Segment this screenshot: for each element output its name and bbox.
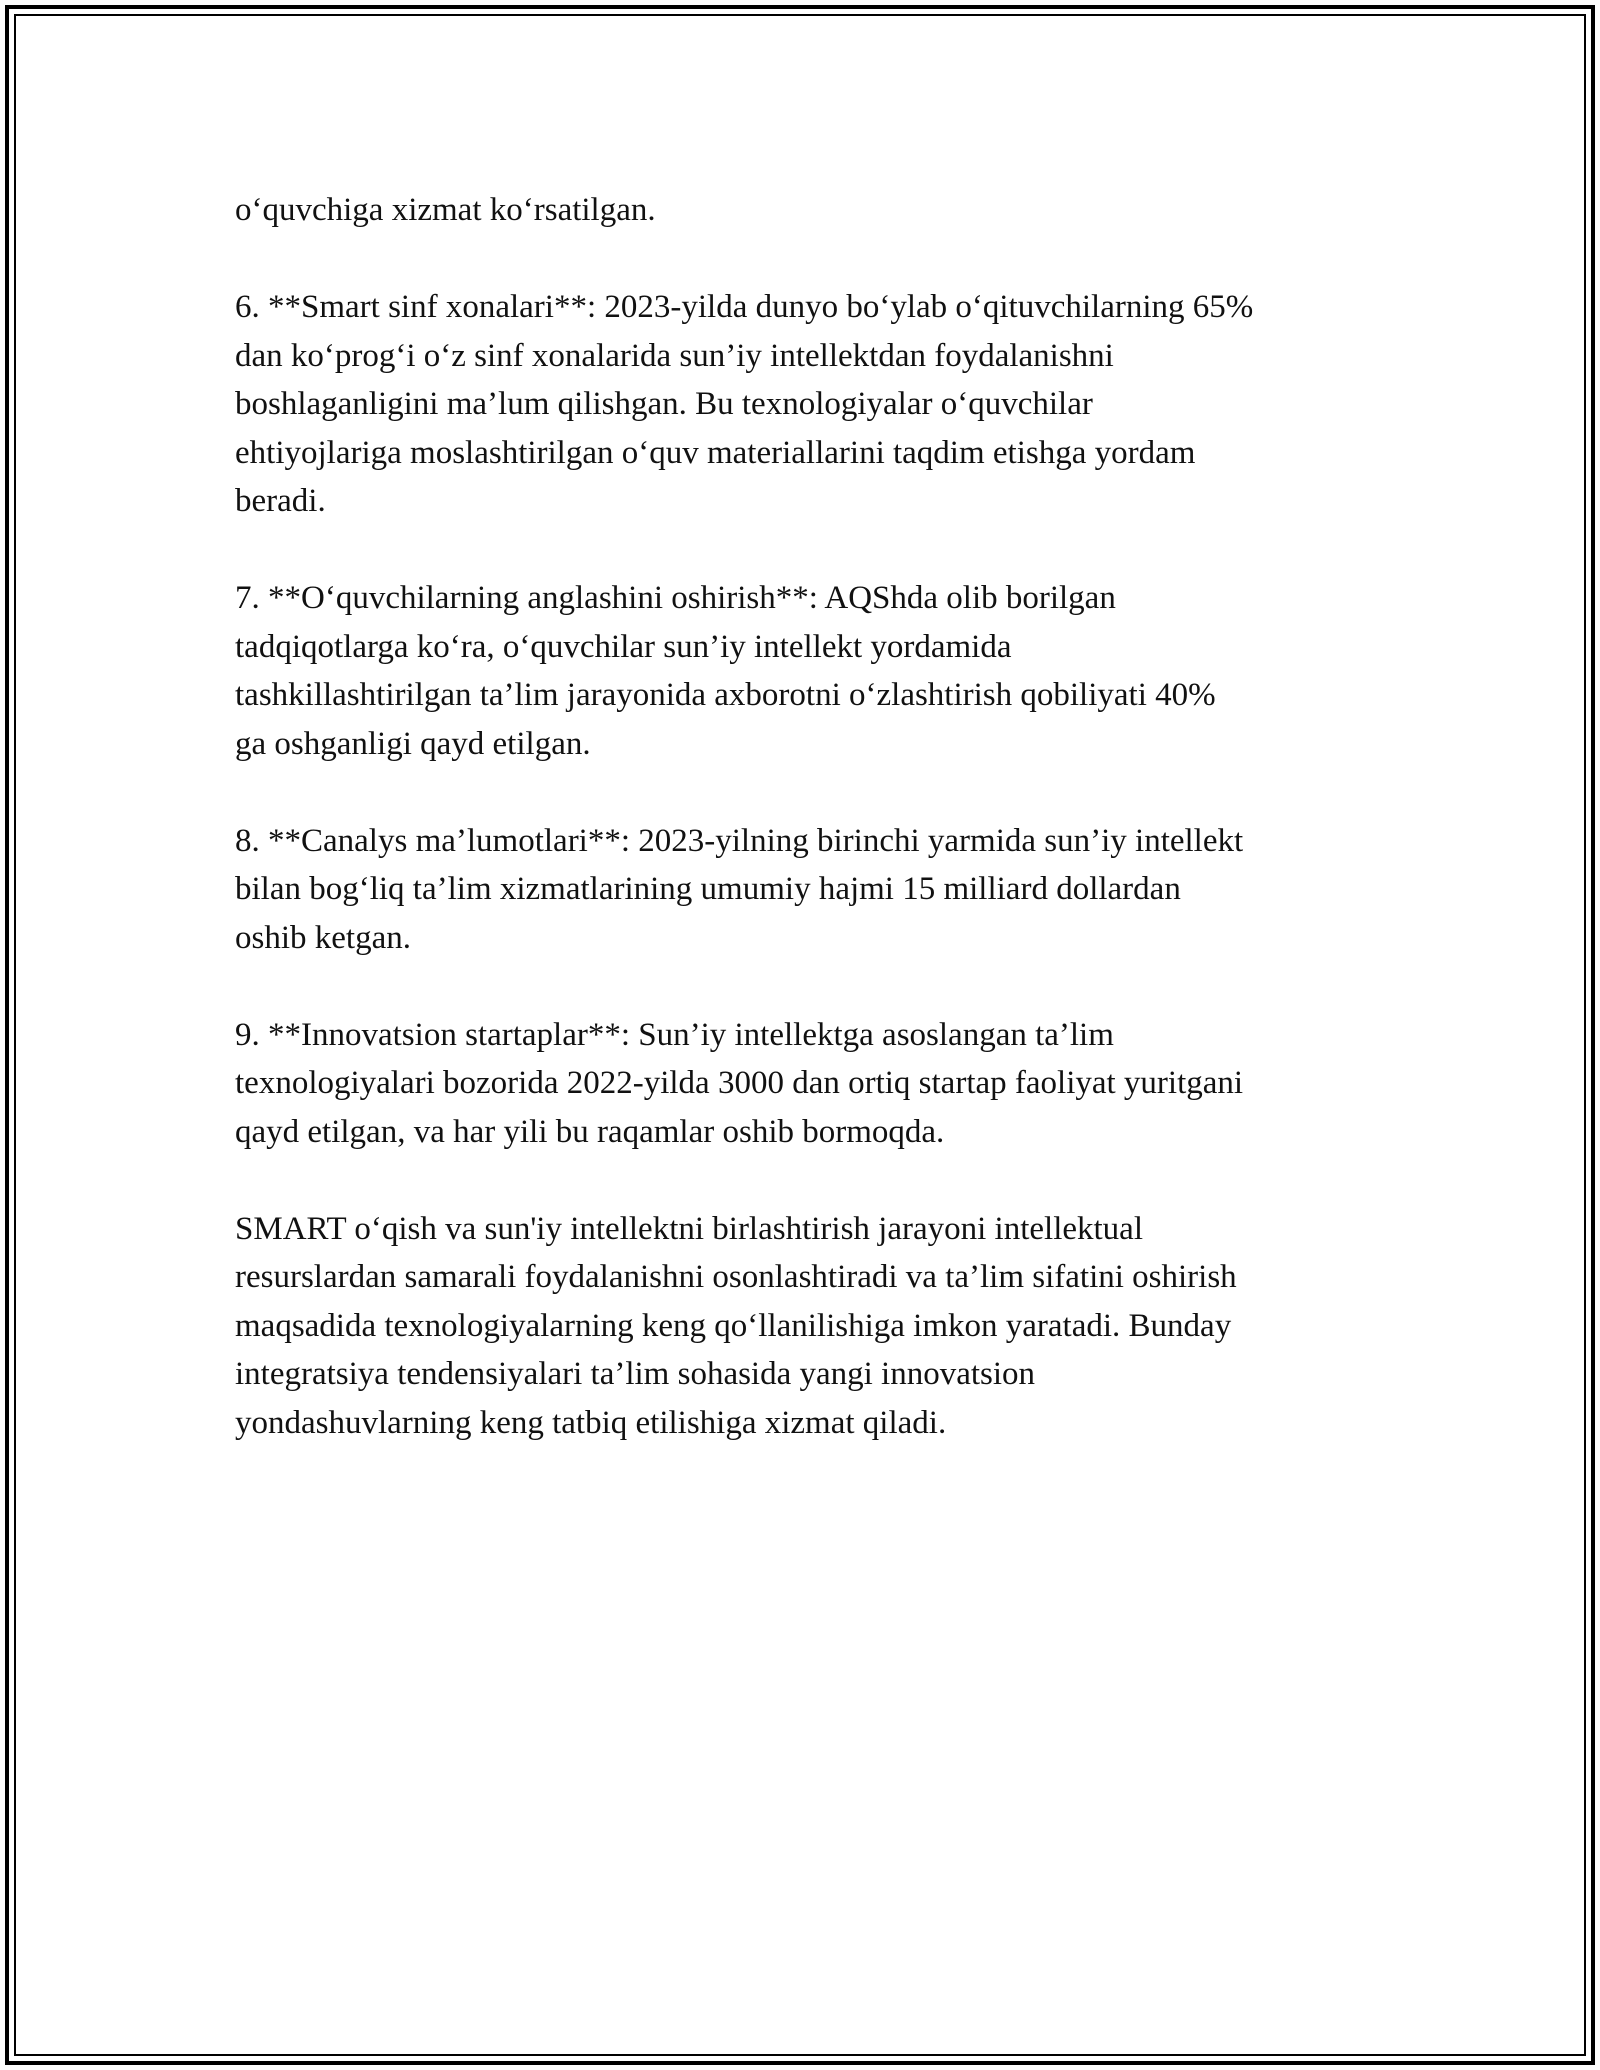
text-line: maqsadida texnologiyalarning keng qo‘llanilishiga imkon yaratadi. Bunday	[235, 1307, 1232, 1344]
text-line: integratsiya tendensiyalari ta’lim sohasida yangi innovatsion	[235, 1356, 1036, 1392]
text-line: dan ko‘prog‘i o‘z sinf xonalarida sun’iy intellektdan foydalanishni	[235, 337, 1114, 374]
paragraph-item-6	[235, 283, 1395, 526]
text-line: oshib ketgan.	[235, 919, 411, 956]
text-line: texnologiyalari bozorida 2022-yilda 3000 dan ortiq startap faoliyat yuritgani	[235, 1065, 1244, 1101]
text-line: 8. **Canalys ma’lumotlari**: 2023-yilning birinchi yarmida sun’iy intellekt	[235, 822, 1244, 859]
paragraph-item-7	[235, 574, 1395, 768]
document-body	[235, 186, 1395, 1496]
text-line: yondashuvlarning keng tatbiq etilishiga xizmat qiladi.	[235, 1404, 947, 1441]
text-line: qayd etilgan, va har yili bu raqamlar oshib bormoqda.	[235, 1113, 945, 1150]
paragraph-item-8	[235, 817, 1395, 963]
text-line: boshlaganligini ma’lum qilishgan. Bu texnologiyalar o‘quvchilar	[235, 386, 1093, 422]
text-line: ehtiyojlariga moslashtirilgan o‘quv materiallarini taqdim etishga yordam	[235, 434, 1196, 471]
text-line: beradi.	[235, 483, 326, 519]
text-line: o‘quvchiga xizmat ko‘rsatilgan.	[235, 192, 656, 228]
text-line: 6. **Smart sinf xonalari**: 2023-yilda dunyo bo‘ylab o‘qituvchilarning 65%	[235, 289, 1254, 325]
paragraph-conclusion	[235, 1205, 1395, 1448]
paragraph-continuation	[235, 186, 1395, 235]
text-line: SMART o‘qish va sun'iy intellektni birlashtirish jarayoni intellektual	[235, 1210, 1143, 1247]
text-line: bilan bog‘liq ta’lim xizmatlarining umumiy hajmi 15 milliard dollardan	[235, 871, 1181, 907]
paragraph-item-9	[235, 1011, 1395, 1157]
text-line: 9. **Innovatsion startaplar**: Sun’iy intellektga asoslangan ta’lim	[235, 1016, 1114, 1053]
text-line: resurslardan samarali foydalanishni osonlashtiradi va ta’lim sifatini oshirish	[235, 1259, 1237, 1295]
text-line: 7. **O‘quvchilarning anglashini oshirish**: AQShda olib borilgan	[235, 580, 1116, 616]
text-line: ga oshganligi qayd etilgan.	[235, 725, 591, 762]
text-line: tashkillashtirilgan ta’lim jarayonida axborotni o‘zlashtirish qobiliyati 40%	[235, 677, 1216, 713]
text-line: tadqiqotlarga ko‘ra, o‘quvchilar sun’iy intellekt yordamida	[235, 628, 1012, 665]
